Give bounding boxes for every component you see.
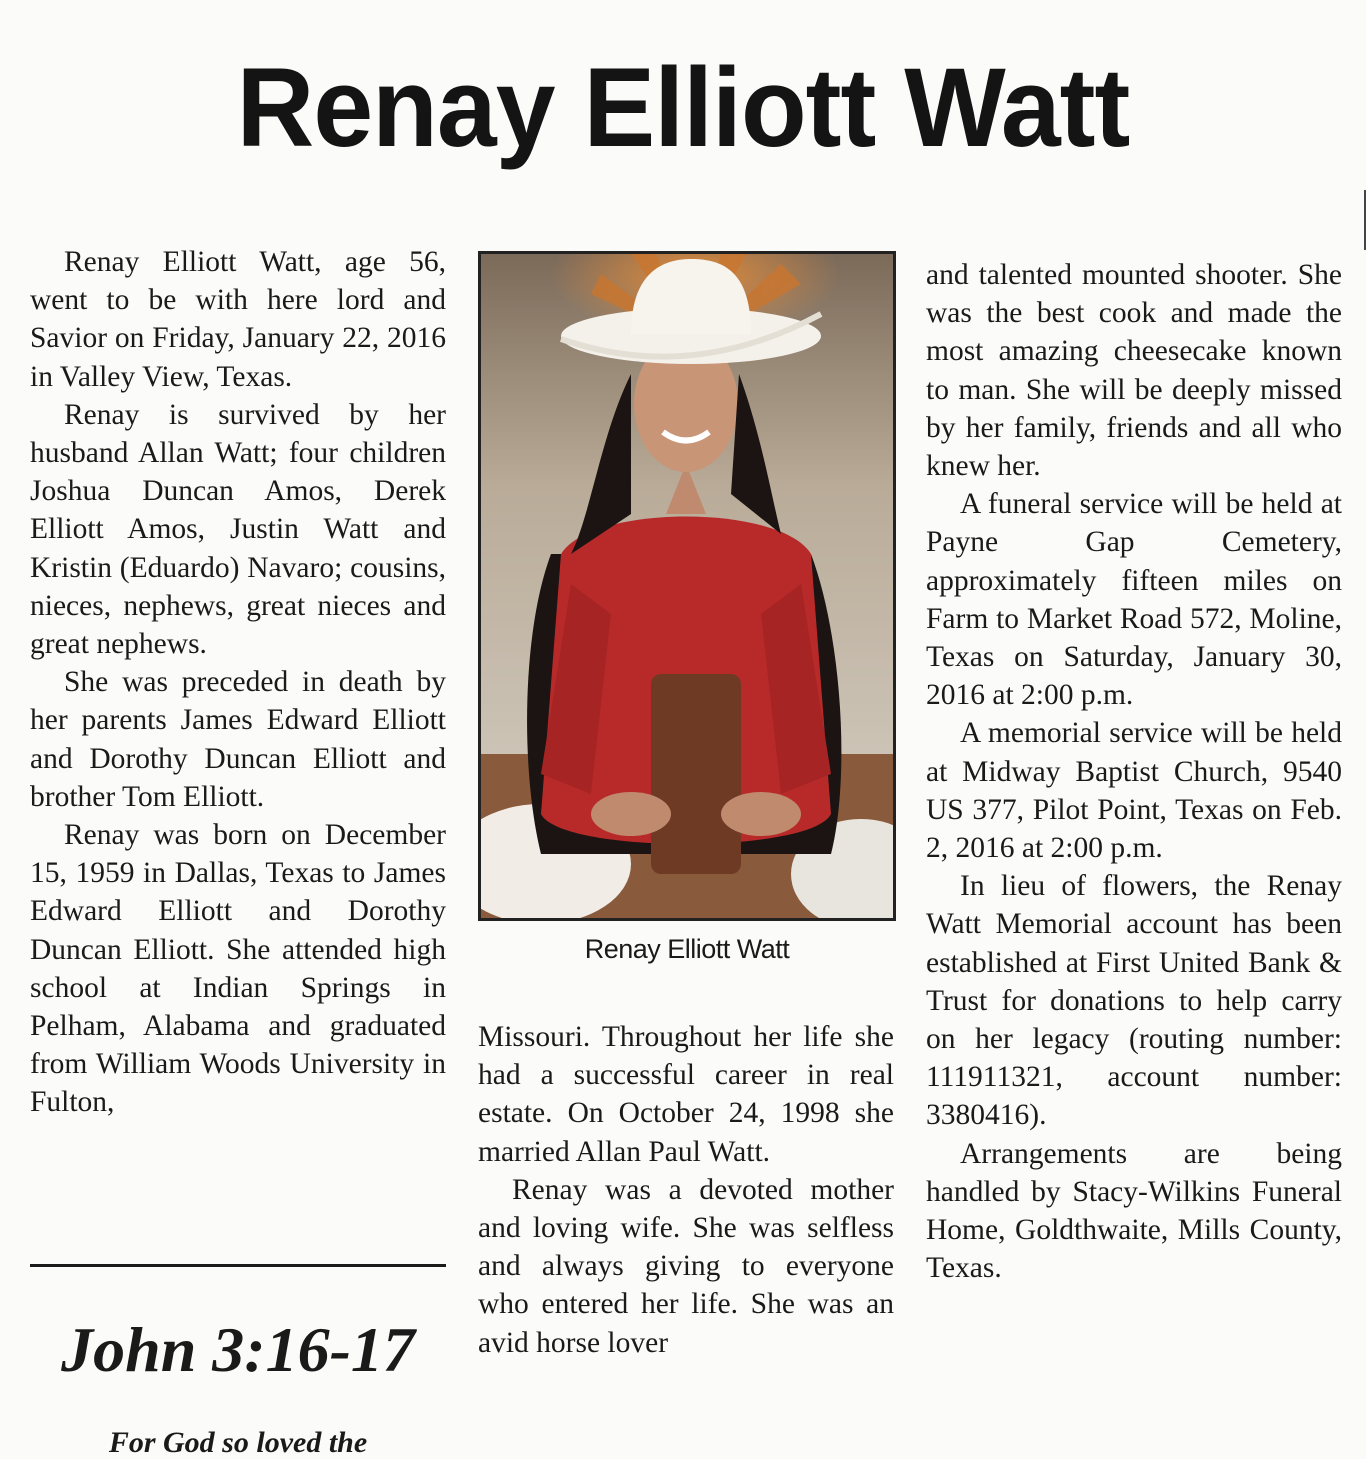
- paragraph: Renay is survived by her husband Allan Watt; four children Joshua Duncan Amos, Derek Elliott Amos, Justin Watt and Kristin (Eduardo) Navaro; cousins, nieces, nephews, great nieces and great nephews.: [30, 398, 446, 661]
- obituary-column-3: [926, 256, 1342, 1287]
- paragraph: A funeral service will be held at Payne Gap Cemetery, approximately fifteen miles on Farm to Market Road 572, Moline, Texas on Saturday, January 30, 2016 at 2:00 p.m.: [926, 488, 1342, 712]
- obituary-column-2: [478, 1018, 894, 1362]
- paragraph: and talented mounted shooter. She was the best cook and made the most amazing cheesecake known to man. She will be deeply missed by her family, friends and all who knew her.: [926, 259, 1342, 483]
- paragraph: Renay was born on December 15, 1959 in Dallas, Texas to James Edward Elliott and Dorothy Duncan Elliott. She attended high school at Indian Springs in Pelham, Alabama and graduated from William Woods University in Fulton,: [30, 819, 446, 1119]
- photo-caption: Renay Elliott Watt: [584, 934, 790, 964]
- paragraph: In lieu of flowers, the Renay Watt Memorial account has been established at First United Bank & Trust for donations to help carry on her legacy (routing number: 111911321, account number: 3380416).: [926, 870, 1342, 1132]
- verse-text: For God so loved the: [108, 1426, 368, 1459]
- obituary-column-1: [30, 243, 446, 1122]
- paragraph: Renay was a devoted mother and loving wife. She was selfless and always giving to everyone who entered her life. She was an avid horse lover: [478, 1173, 894, 1359]
- paragraph: A memorial service will be held at Midway Baptist Church, 9540 US 377, Pilot Point, Texas on Feb. 2, 2016 at 2:00 p.m.: [926, 717, 1342, 865]
- page-title: Renay Elliott Watt: [236, 45, 1130, 170]
- portrait-photo: [478, 251, 896, 921]
- paragraph: Arrangements are being handled by Stacy-Wilkins Funeral Home, Goldthwaite, Mills County, Texas.: [926, 1137, 1342, 1285]
- portrait-illustration: [481, 254, 893, 918]
- paragraph: She was preceded in death by her parents James Edward Elliott and Dorothy Duncan Elliott and brother Tom Elliott.: [30, 666, 446, 813]
- paragraph: Missouri. Throughout her life she had a successful career in real estate. On October 24, 1998 she married Allan Paul Watt.: [478, 1021, 894, 1168]
- verse-reference: John 3:16-17: [61, 1314, 415, 1385]
- section-divider: [30, 1264, 446, 1267]
- paragraph: Renay Elliott Watt, age 56, went to be with here lord and Savior on Friday, January 22, 2016 in Valley View, Texas.: [30, 246, 446, 393]
